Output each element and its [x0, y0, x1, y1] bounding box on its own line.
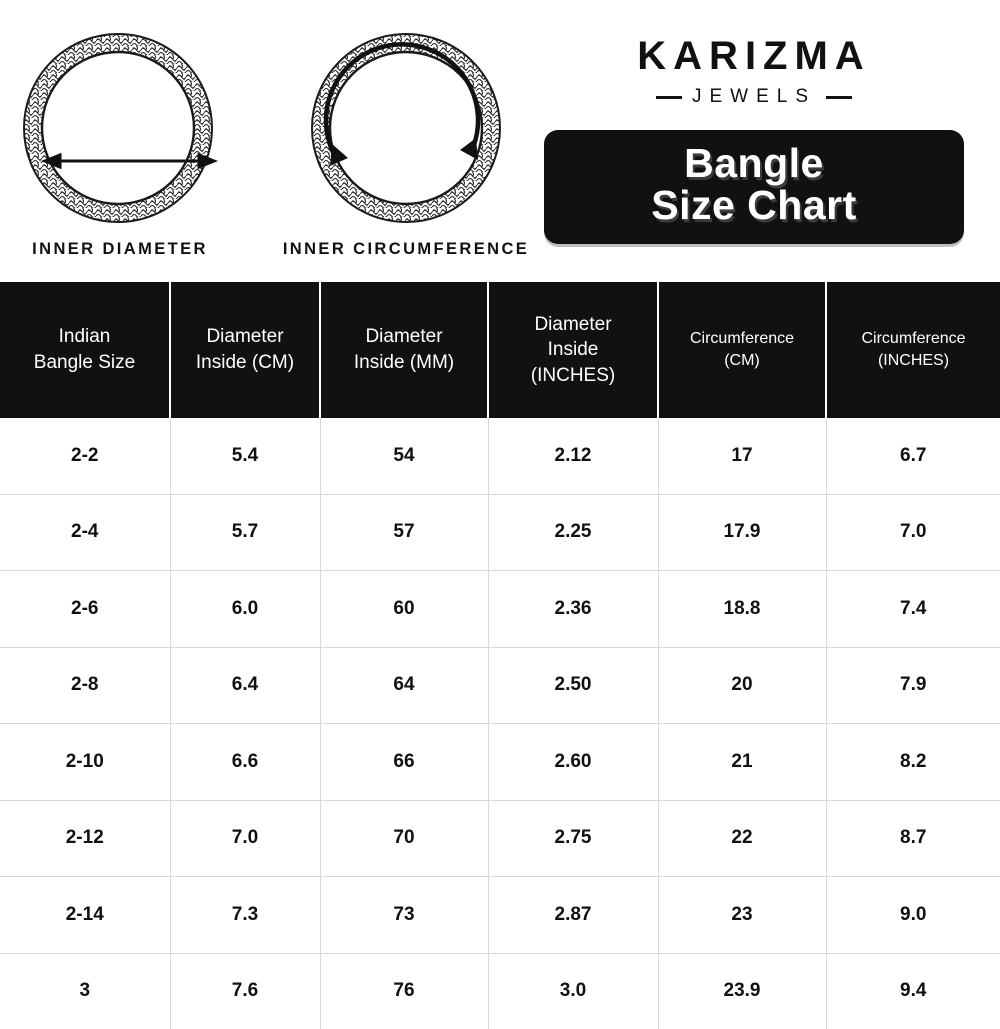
cell-diameter-inches: 2.87 [488, 877, 658, 954]
cell-diameter-cm: 5.7 [170, 494, 320, 571]
cell-circumference-cm: 23.9 [658, 953, 826, 1029]
cell-bangle-size: 2-8 [0, 647, 170, 724]
column-header-circumference-inches [826, 282, 1000, 418]
column-header-diameter-mm [320, 282, 488, 418]
cell-diameter-cm: 6.0 [170, 571, 320, 648]
page-title-line-2: Size Chart [651, 182, 857, 229]
cell-diameter-mm: 64 [320, 647, 488, 724]
cell-circumference-inches: 7.0 [826, 494, 1000, 571]
header-line: (INCHES) [530, 364, 616, 386]
table-row [0, 877, 1000, 954]
diagram-inner-diameter [6, 28, 234, 259]
brand-block [544, 36, 964, 244]
table-row [0, 418, 1000, 494]
dash-right-icon [826, 96, 852, 99]
cell-circumference-inches: 8.2 [826, 724, 1000, 801]
column-header-diameter-inches [488, 282, 658, 418]
cell-circumference-cm: 17 [658, 418, 826, 494]
cell-bangle-size: 2-14 [0, 877, 170, 954]
diagram-label-inner-diameter: INNER DIAMETER [32, 240, 208, 258]
cell-diameter-mm: 76 [320, 953, 488, 1029]
diagram-inner-circumference [262, 28, 550, 259]
header-line: Inside [547, 339, 599, 361]
cell-diameter-inches: 2.25 [488, 494, 658, 571]
header-line: Diameter [206, 326, 284, 348]
cell-circumference-inches: 9.4 [900, 980, 927, 1002]
cell-diameter-cm: 7.3 [170, 877, 320, 954]
cell-diameter-inches: 2.12 [488, 418, 658, 494]
cell-bangle-size: 2-10 [0, 724, 170, 801]
cell-circumference-cm: 20 [658, 647, 826, 724]
column-header-circumference-cm [658, 282, 826, 418]
cell-bangle-size: 2-2 [0, 418, 170, 494]
cell-circumference-cm: 22 [658, 800, 826, 877]
table-body [0, 418, 1000, 1029]
cell-diameter-cm: 5.4 [170, 418, 320, 494]
header-line: Diameter [534, 313, 612, 335]
header-line: Circumference [689, 330, 795, 348]
cell-circumference-inches: 6.7 [826, 418, 1000, 494]
table-header-row [0, 282, 1000, 418]
cell-circumference-inches: 7.4 [826, 571, 1000, 648]
table-header [0, 282, 1000, 418]
table-row [0, 571, 1000, 648]
header [0, 0, 1000, 282]
cell-diameter-mm: 66 [320, 724, 488, 801]
header-line: Bangle Size [33, 352, 136, 373]
cell-diameter-mm: 70 [320, 800, 488, 877]
diagram-label-inner-circumference: INNER CIRCUMFERENCE [282, 240, 530, 258]
header-line: Diameter [365, 326, 443, 348]
inner-diameter-illustration [15, 28, 225, 228]
cell-diameter-inches: 3.0 [488, 953, 658, 1029]
cell-bangle-size: 3 [0, 953, 170, 1029]
table-row [0, 953, 1000, 1029]
table-row [0, 647, 1000, 724]
cell-diameter-cm: 7.6 [170, 953, 320, 1029]
table-row [0, 800, 1000, 877]
dash-left-icon [656, 96, 682, 99]
brand-subtitle-row [544, 86, 964, 108]
size-chart-table [0, 282, 1000, 1029]
cell-circumference-cm: 23 [658, 877, 826, 954]
cell-bangle-size: 2-12 [0, 800, 170, 877]
inner-circumference-illustration [306, 28, 506, 228]
header-line: Indian [58, 326, 111, 348]
column-header-indian-bangle-size [0, 282, 170, 418]
cell-circumference-cm: 17.9 [658, 494, 826, 571]
cell-diameter-inches: 2.75 [488, 800, 658, 877]
brand-subtitle: JEWELS [691, 86, 817, 107]
cell-diameter-mm: 54 [320, 418, 488, 494]
cell-diameter-mm: 57 [320, 494, 488, 571]
cell-circumference-cm: 18.8 [658, 571, 826, 648]
page-title-line-1: Bangle [684, 140, 824, 186]
cell-circumference-inches: 8.7 [826, 800, 1000, 877]
cell-diameter-inches: 2.60 [488, 724, 658, 801]
table-row [0, 494, 1000, 571]
cell-diameter-cm: 7.0 [170, 800, 320, 877]
brand-name: KARIZMA [637, 34, 871, 78]
column-header-diameter-cm [170, 282, 320, 418]
header-line: Inside (CM) [195, 352, 295, 373]
bangle-ring-circumference-icon [306, 28, 506, 228]
cell-diameter-mm: 73 [320, 877, 488, 954]
cell-bangle-size: 2-4 [0, 494, 170, 571]
cell-diameter-inches: 2.36 [488, 571, 658, 648]
cell-circumference-cm: 21 [658, 724, 826, 801]
cell-diameter-mm: 60 [320, 571, 488, 648]
bangle-ring-diameter-icon [15, 28, 225, 228]
header-line: (INCHES) [877, 352, 950, 369]
header-line: Circumference [861, 330, 966, 348]
header-line: Inside (MM) [353, 352, 455, 373]
cell-diameter-cm: 6.4 [170, 647, 320, 724]
cell-diameter-inches: 2.50 [488, 647, 658, 724]
cell-bangle-size: 2-6 [0, 571, 170, 648]
page-title [544, 130, 964, 244]
cell-circumference-inches: 7.9 [826, 647, 1000, 724]
table-row [0, 724, 1000, 801]
cell-circumference-inches: 9.0 [826, 877, 1000, 954]
header-line: (CM) [724, 352, 760, 369]
cell-diameter-cm: 6.6 [170, 724, 320, 801]
